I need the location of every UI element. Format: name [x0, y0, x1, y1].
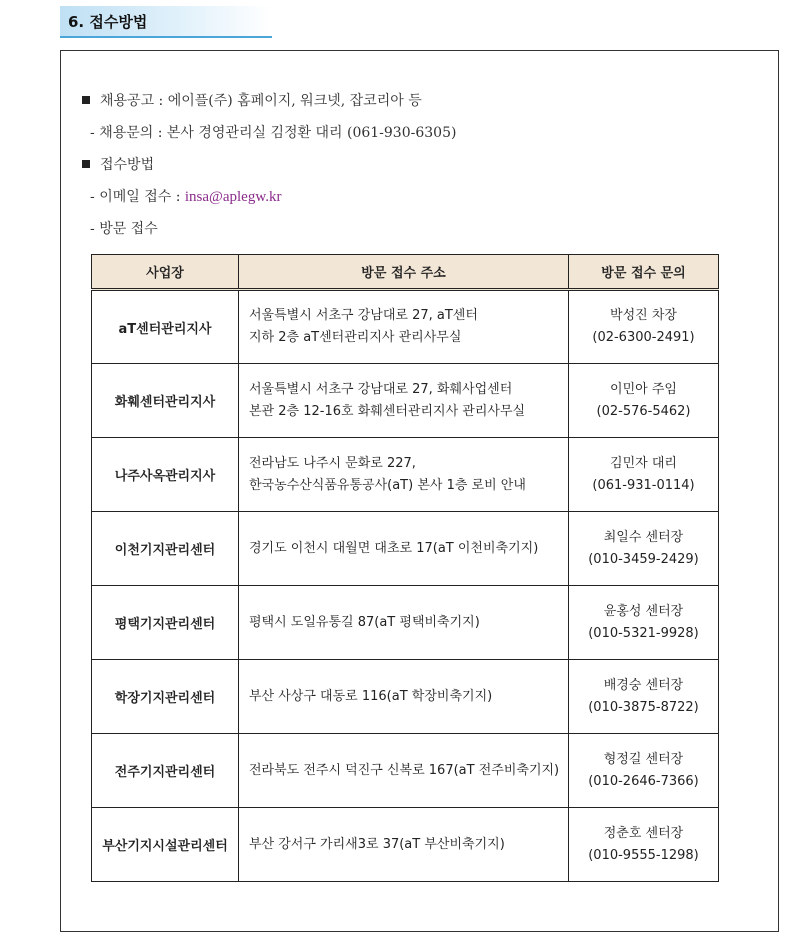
- visit-address: [239, 808, 569, 882]
- dash-prefix: -: [90, 189, 95, 205]
- contact-phone: (010-2646-7366): [588, 773, 699, 789]
- section-header: [60, 6, 272, 38]
- line-visit-apply: [90, 218, 158, 238]
- address-line: 전라남도 나주시 문화로 227,: [249, 455, 416, 471]
- dash-prefix: -: [90, 125, 95, 141]
- table-body: [92, 290, 719, 882]
- header-site: 사업장: [92, 255, 239, 290]
- square-bullet-icon: [82, 96, 90, 104]
- visit-contact: [569, 586, 719, 660]
- visit-contact: [569, 734, 719, 808]
- table-row: [92, 586, 719, 660]
- table-row: [92, 438, 719, 512]
- site-name: 나주사옥관리지사: [92, 438, 239, 512]
- visit-address: [239, 660, 569, 734]
- contact-phone: (061-931-0114): [592, 477, 695, 493]
- visit-contact: [569, 660, 719, 734]
- contact-person: 최일수 센터장: [603, 529, 684, 545]
- table-row: [92, 512, 719, 586]
- contact-phone: (010-5321-9928): [588, 625, 699, 641]
- address-line: 부산 강서구 가리새3로 37(aT 부산비축기지): [249, 836, 505, 852]
- recruit-notice-text: 채용공고 : 에이플(주) 홈페이지, 워크넷, 잡코리아 등: [100, 93, 422, 109]
- table-row: [92, 734, 719, 808]
- address-line: 지하 2층 aT센터관리지사 관리사무실: [249, 330, 462, 345]
- contact-person: 김민자 대리: [610, 455, 677, 471]
- visit-address: [239, 290, 569, 364]
- apply-method-text: 접수방법: [100, 157, 155, 173]
- visit-contact: [569, 808, 719, 882]
- email-apply-label: 이메일 접수 :: [99, 189, 185, 205]
- square-bullet-icon: [82, 160, 90, 168]
- address-line: 한국농수산식품유통공사(aT) 본사 1층 로비 안내: [249, 477, 526, 493]
- address-line: 본관 2층 12-16호 화훼센터관리지사 관리사무실: [249, 403, 526, 419]
- line-recruit-inquiry: [90, 122, 456, 142]
- line-apply-method: [82, 154, 154, 174]
- contact-person: 정춘호 센터장: [603, 825, 684, 841]
- table-row: [92, 290, 719, 364]
- table-header-row: [92, 255, 719, 290]
- header-contact: 방문 접수 문의: [569, 255, 719, 290]
- address-line: 평택시 도일유통길 87(aT 평택비축기지): [249, 614, 480, 630]
- address-line: 부산 사상구 대동로 116(aT 학장비축기지): [249, 688, 493, 704]
- address-line: 경기도 이천시 대월면 대초로 17(aT 이천비축기지): [249, 540, 539, 556]
- contact-phone: (010-9555-1298): [588, 847, 699, 863]
- address-line: 서울특별시 서초구 강남대로 27, aT센터: [249, 308, 478, 323]
- visit-address: [239, 364, 569, 438]
- visit-address: [239, 586, 569, 660]
- contact-phone: (010-3459-2429): [588, 551, 699, 567]
- contact-person: 이민아 주임: [610, 381, 677, 397]
- section-title: 6. 접수방법: [68, 13, 148, 31]
- site-name: 부산기지시설관리센터: [92, 808, 239, 882]
- site-name: 화훼센터관리지사: [92, 364, 239, 438]
- header-address: 방문 접수 주소: [239, 255, 569, 290]
- contact-person: 윤홍성 센터장: [603, 603, 684, 619]
- site-name: 이천기지관리센터: [92, 512, 239, 586]
- dash-prefix: -: [90, 221, 95, 237]
- recruit-inquiry-text: 채용문의 : 본사 경영관리실 김정환 대리 (061-930-6305): [99, 125, 457, 141]
- address-line: 서울특별시 서초구 강남대로 27, 화훼사업센터: [249, 381, 513, 397]
- table-row: [92, 660, 719, 734]
- visit-address: [239, 512, 569, 586]
- email-link[interactable]: insa@aplegw.kr: [184, 189, 282, 205]
- contact-phone: (010-3875-8722): [588, 699, 699, 715]
- contact-person: 배경숭 센터장: [603, 677, 684, 693]
- visit-contact: [569, 290, 719, 364]
- contact-phone: (02-576-5462): [596, 403, 691, 419]
- visit-address: [239, 438, 569, 512]
- contact-person: 박성진 차장: [610, 308, 677, 323]
- site-name: aT센터관리지사: [92, 290, 239, 364]
- contact-person: 형정길 센터장: [603, 751, 684, 767]
- line-email-apply: [90, 186, 281, 206]
- site-name: 전주기지관리센터: [92, 734, 239, 808]
- site-name: 학장기지관리센터: [92, 660, 239, 734]
- visit-contact: [569, 364, 719, 438]
- visit-apply-text: 방문 접수: [99, 221, 158, 237]
- visit-apply-table: [91, 254, 719, 882]
- visit-contact: [569, 512, 719, 586]
- visit-contact: [569, 438, 719, 512]
- contact-phone: (02-6300-2491): [592, 330, 695, 345]
- line-recruit-notice: [82, 90, 422, 110]
- address-line: 전라북도 전주시 덕진구 신복로 167(aT 전주비축기지): [249, 762, 560, 778]
- visit-address: [239, 734, 569, 808]
- site-name: 평택기지관리센터: [92, 586, 239, 660]
- table-row: [92, 808, 719, 882]
- table-row: [92, 364, 719, 438]
